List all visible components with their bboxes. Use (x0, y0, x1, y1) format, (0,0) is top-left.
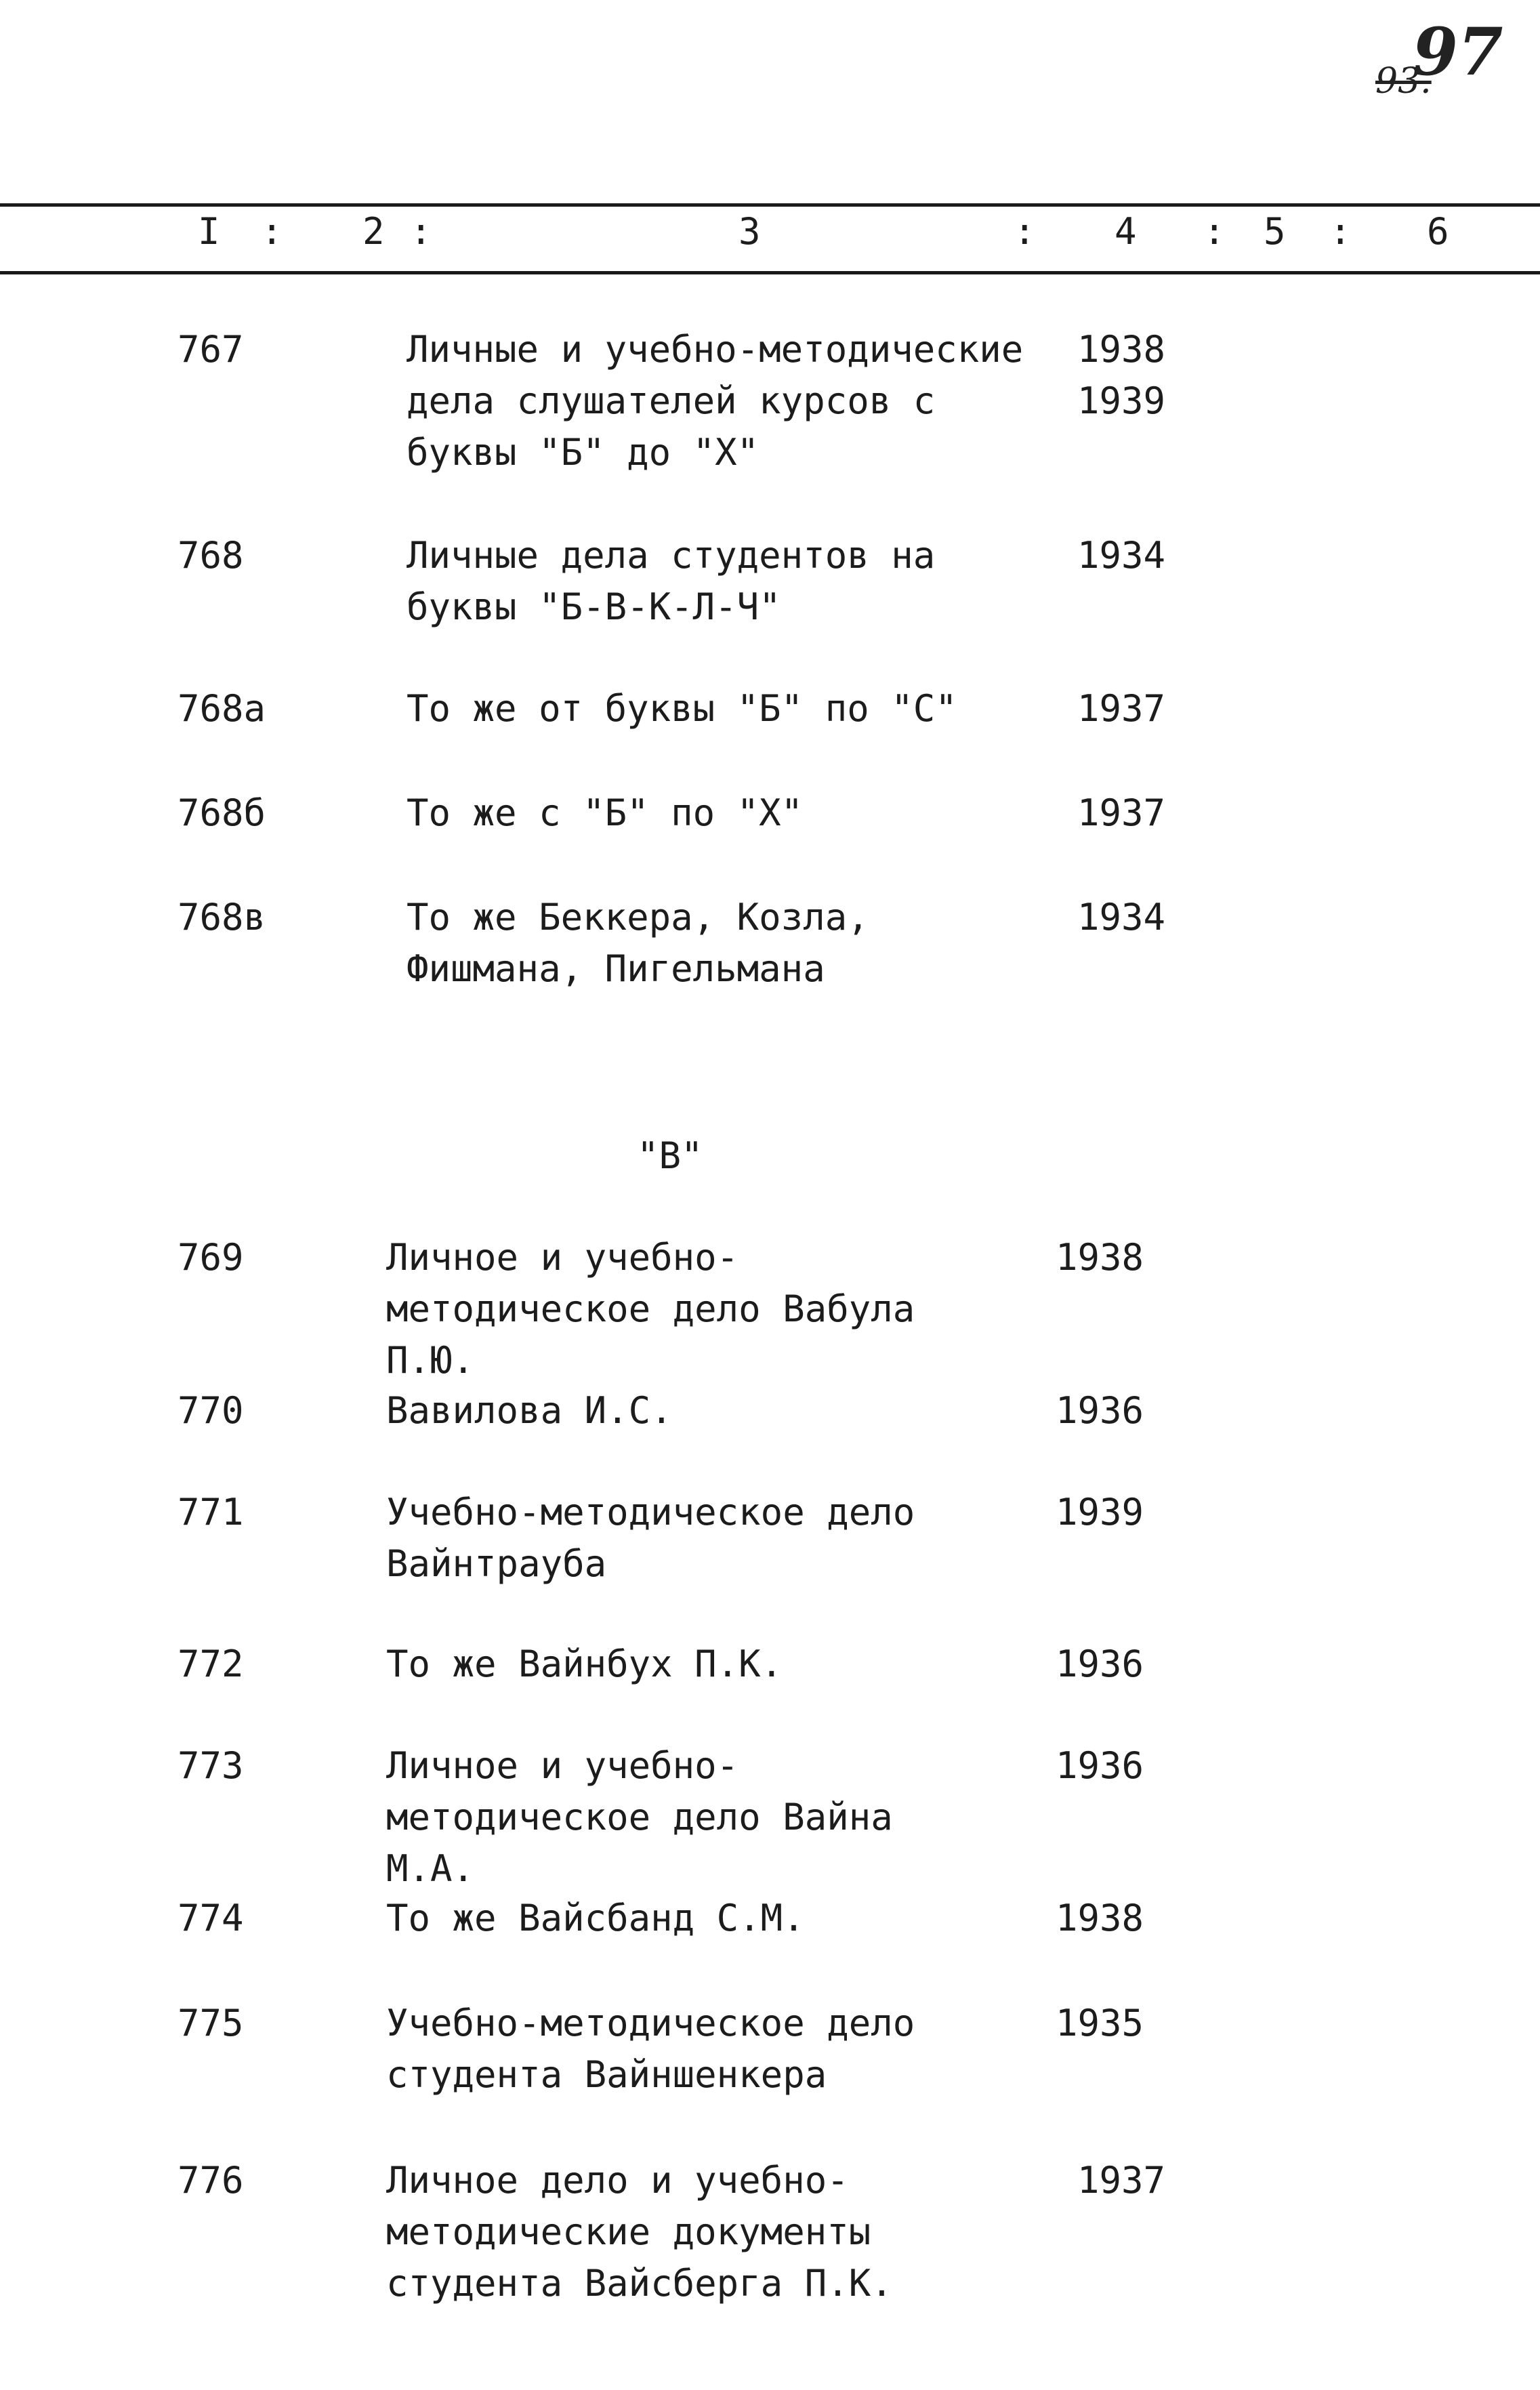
entry-number: 768б (178, 791, 266, 834)
entry-year: 1938 (1056, 1236, 1144, 1279)
entry-year: 1937 (1077, 687, 1166, 730)
entry-year: 1936 (1056, 1744, 1144, 1787)
current-page-number: 97 (1413, 14, 1503, 90)
header-bottom-rule (0, 271, 1540, 274)
entry-year: 1938 1939 (1077, 328, 1166, 422)
entry-title: То же Вайсбанд С.М. (386, 1897, 805, 1939)
entry-year: 1937 (1077, 2159, 1166, 2202)
entry-year: 1939 (1056, 1491, 1144, 1533)
entry-title: Личное и учебно-методическое дело Вабула П.Ю. (386, 1236, 915, 1382)
column-separator: : (410, 210, 432, 253)
entry-year: 1936 (1056, 1643, 1144, 1685)
entry-number: 775 (178, 2002, 244, 2044)
entry-number: 774 (178, 1897, 244, 1939)
entry-title: Учебно-методическое дело студента Вайншенкера (386, 2002, 915, 2096)
entry-number: 773 (178, 1744, 244, 1787)
column-header-5: 5 (1264, 210, 1286, 253)
entry-year: 1937 (1077, 791, 1166, 834)
entry-number: 768 (178, 534, 244, 577)
entry-title: То же Вайнбух П.К. (386, 1643, 783, 1685)
entry-number: 768в (178, 896, 266, 939)
entry-title: Личное дело и учебно-методические документы студента Вайсберга П.К. (386, 2159, 893, 2305)
entry-title: Личные дела студентов на буквы "Б-В-К-Л-Ч" (407, 534, 936, 628)
entry-title: Учебно-методическое дело Вайнтрауба (386, 1491, 915, 1585)
old-page-number: 93. (1375, 61, 1432, 102)
entry-title: То же от буквы "Б" по "С" (407, 687, 957, 730)
column-separator: : (1329, 210, 1352, 253)
entry-year: 1935 (1056, 2002, 1144, 2044)
column-separator: : (1203, 210, 1226, 253)
entry-title: Личное и учебно-методическое дело Вайна М.А. (386, 1744, 893, 1890)
entry-number: 768а (178, 687, 266, 730)
column-separator: : (261, 210, 283, 253)
column-header-6: 6 (1427, 210, 1449, 253)
column-header-1: I (198, 210, 220, 253)
entry-year: 1938 (1056, 1897, 1144, 1939)
entry-title: Личные и учебно-методические дела слушателей курсов с буквы "Б" до "Х" (407, 328, 1024, 474)
column-header-4: 4 (1115, 210, 1137, 253)
column-separator: : (1014, 210, 1036, 253)
entry-number: 770 (178, 1389, 244, 1432)
entry-number: 771 (178, 1491, 244, 1533)
entry-number: 769 (178, 1236, 244, 1279)
page-number (1375, 14, 1511, 115)
entry-title: То же Беккера, Козла, Фишмана, Пигельмана (407, 896, 869, 990)
header-top-rule (0, 203, 1540, 207)
section-title: "В" (637, 1134, 703, 1177)
column-header-3: 3 (738, 210, 761, 253)
entry-number: 776 (178, 2159, 244, 2202)
entry-title: То же с "Б" по "Х" (407, 791, 804, 834)
column-header-2: 2 (362, 210, 385, 253)
entry-title: Вавилова И.С. (386, 1389, 673, 1432)
entry-year: 1936 (1056, 1389, 1144, 1432)
entry-year: 1934 (1077, 896, 1166, 939)
entry-number: 772 (178, 1643, 244, 1685)
entry-number: 767 (178, 328, 244, 371)
entry-year: 1934 (1077, 534, 1166, 577)
